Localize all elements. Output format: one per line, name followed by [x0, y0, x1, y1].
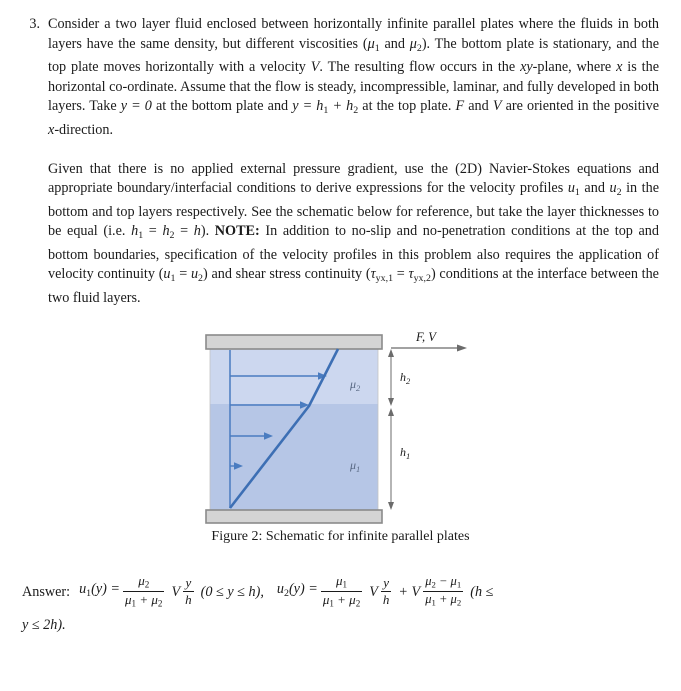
answer-line-2: [22, 612, 659, 638]
force-velocity-arrowhead: [457, 345, 467, 352]
top-plate: [206, 335, 382, 349]
velocity-V-symbol-2: V: [492, 98, 502, 115]
u2-domain-range-close: y ≤ 2h).: [22, 617, 66, 633]
h1-arrowhead-bottom: [388, 502, 394, 510]
mu-difference-numerator: $\mu_2 - \mu_1$: [425, 574, 462, 590]
y-over-h-fraction-1: [183, 576, 194, 606]
problem-paragraph-1: [48, 15, 659, 140]
h2-arrowhead-top: [388, 349, 394, 357]
bottom-fluid-layer: [210, 404, 378, 510]
p2-equals-1: =: [143, 223, 163, 240]
p2-text-5: ) and shear stress continuity (: [203, 266, 371, 283]
u2-frac-numerator: $\mu_1$: [335, 573, 348, 590]
mu-sum-denominator: $\mu_1 + \mu_2$: [425, 592, 462, 608]
p1-text-1: Consider a two layer fluid enclosed between horizontally infinite parallel plates where the fluids in both layers have the same density, but different viscosities (: [48, 16, 659, 52]
p1-text-9: are oriented in the positive: [501, 98, 660, 115]
mu-difference-fraction: [423, 575, 463, 607]
bottom-plate: [206, 510, 382, 523]
y-equals-h1-plus-h2: $y = h_1 + h_2$: [292, 98, 359, 116]
h2-symbol: $h_2$: [162, 223, 175, 242]
mu-2-symbol: $\mu_2$: [409, 35, 422, 54]
u2-continuity-symbol: $u_2$: [190, 266, 204, 285]
h2-arrowhead-bottom: [388, 398, 394, 406]
p1-text-2: ). The bottom plate is stationary, and the top plate moves horizontally with a velocity: [48, 35, 659, 75]
y-over-h-fraction-2: [381, 576, 392, 606]
u1-continuity-symbol: $u_1$: [163, 266, 176, 285]
problem-paragraph-2: [48, 160, 659, 309]
h1-symbol: $h_1$: [131, 223, 144, 242]
figure-2: [22, 326, 659, 545]
p2-text-1: Given that there is no applied external pressure gradient, use the (2D) Navier-Stokes equations and appropriate boundary/interfacial conditions to derive expressions for the velocity profiles: [48, 160, 659, 197]
force-F-symbol: F: [455, 98, 465, 115]
y-equals-zero: y = 0: [120, 98, 152, 115]
force-velocity-label: F, V: [416, 332, 436, 345]
u2-symbol: $u_2$: [609, 180, 622, 199]
u2-answer-lhs: $u_2(y)$ =: [276, 581, 318, 599]
u2-coefficient-fraction: [321, 574, 362, 609]
u1-frac-denominator: $\mu_1 + \mu_2$: [125, 592, 163, 609]
p1-text-4: -plane, where: [532, 58, 617, 75]
y-numerator: y: [383, 575, 390, 591]
p1-and: and: [379, 35, 410, 52]
answer-block: [22, 571, 659, 638]
u1-coefficient-fraction: [123, 574, 164, 609]
V-factor-2: V: [369, 583, 378, 600]
xy-plane-symbol: xy: [520, 58, 533, 75]
answer-expression: [22, 571, 493, 612]
note-label: NOTE:: [214, 223, 260, 240]
p1-text-3: . The resulting flow occurs in the: [319, 58, 521, 75]
h-denominator: h: [382, 592, 390, 608]
p1-text-8: and: [464, 98, 493, 115]
u1-frac-numerator: $\mu_2$: [138, 573, 150, 590]
problem-3: [22, 15, 659, 308]
question-body: [48, 15, 659, 308]
tau-yx-1-symbol: $\tau_{yx,1}$: [370, 266, 394, 285]
u1-symbol: $u_1$: [567, 180, 580, 199]
u2-frac-denominator: $\mu_1 + \mu_2$: [322, 592, 361, 609]
question-number: 3.: [29, 16, 40, 32]
h-denominator: h: [185, 592, 192, 608]
u1-domain-range: (0 ≤ y ≤ h),: [200, 583, 264, 600]
p2-equals-4: =: [393, 266, 409, 283]
p1-text-5: is the horizontal co-ordinate. Assume that the flow is steady, incompressible, laminar, and fully developed in both layers. Take: [48, 58, 659, 115]
p2-equals-3: =: [175, 266, 191, 283]
p1-text-10: -direction.: [54, 121, 114, 138]
x-symbol: x: [616, 58, 623, 75]
p1-text-6: at the bottom plate and: [151, 98, 293, 115]
tau-yx-2-symbol: $\tau_{yx,2}$: [408, 266, 431, 285]
p2-text-6: ) conditions at the interface between the two fluid layers.: [48, 266, 659, 306]
y-numerator: y: [185, 575, 192, 591]
p2-text-3: ).: [200, 223, 215, 240]
h2-dimension-label: $h_2$: [400, 370, 411, 387]
mu-1-symbol: $\mu_1$: [367, 35, 380, 54]
h1-dimension-label: $h_1$: [400, 445, 411, 462]
h1-arrowhead-top: [388, 408, 394, 416]
p2-equals-2: =: [174, 223, 194, 240]
parallel-plates-schematic: [188, 332, 478, 524]
figure-caption: Figure 2: Schematic for infinite parallel plates: [211, 529, 470, 545]
answer-line-1: [22, 571, 659, 612]
p2-text-4: In addition to no-slip and no-penetration conditions at the top and bottom boundaries, specification of the velocity profiles in this problem also requires the application of velocity continuity (: [48, 223, 659, 283]
answer-label: Answer:: [22, 583, 71, 600]
mu-2-figure-label: $\mu_2$: [350, 377, 361, 394]
plus-V-term: + V: [398, 583, 421, 600]
h-symbol: h: [193, 223, 201, 240]
p1-text-7: at the top plate.: [358, 98, 456, 115]
p2-text-2: in the bottom and top layers respectively. See the schematic below for reference, but take the layer thicknesses to be equal (i.e.: [48, 180, 659, 240]
mu-1-figure-label: $\mu_1$: [350, 458, 361, 475]
u2-domain-range-open: (h ≤: [470, 583, 494, 600]
x-symbol-2: x: [48, 121, 55, 138]
p2-and: and: [579, 180, 610, 197]
V-factor-1: V: [171, 583, 181, 600]
velocity-V-symbol: V: [310, 58, 320, 75]
u1-answer-lhs: $u_1(y)$ =: [79, 581, 121, 599]
